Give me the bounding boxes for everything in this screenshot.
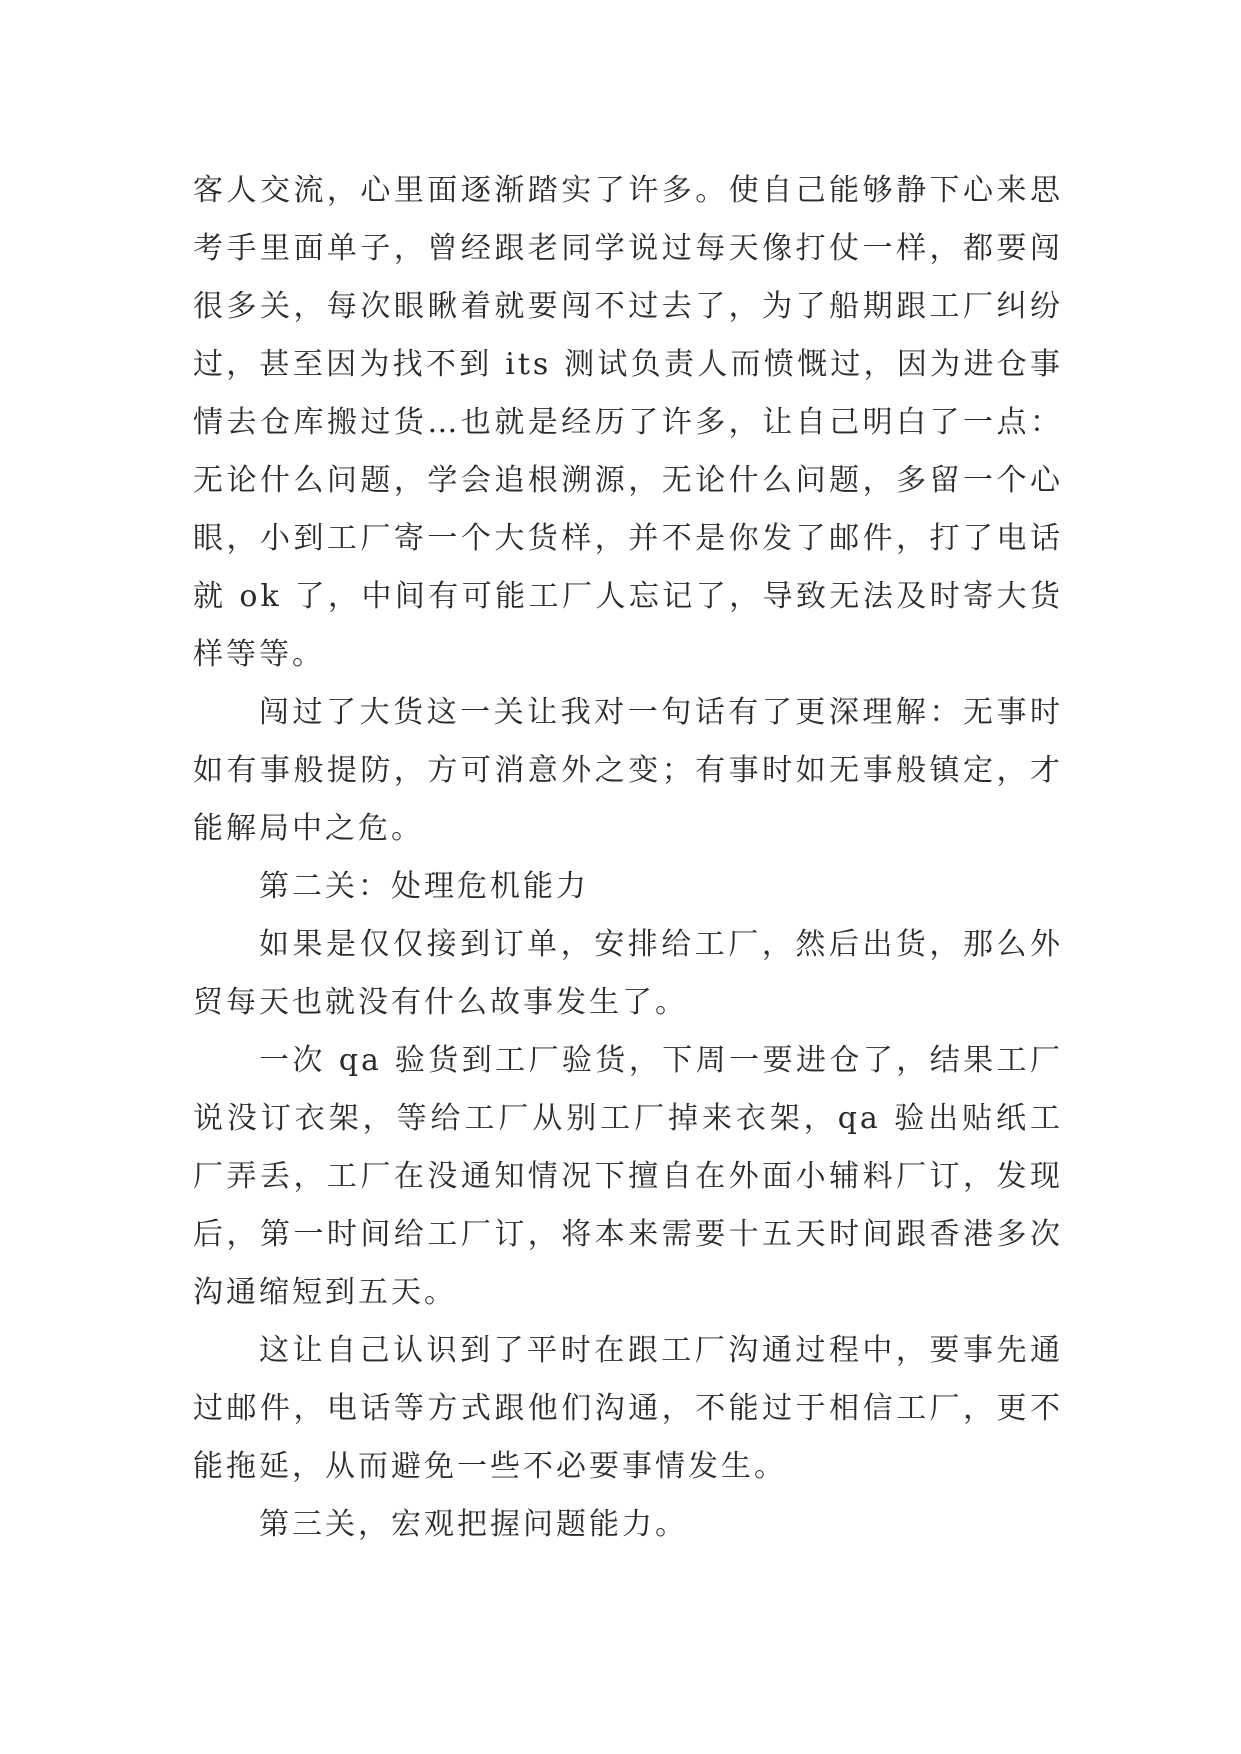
paragraph-example: 一次 qa 验货到工厂验货，下周一要进仓了，结果工厂说没订衣架，等给工厂从别工厂掉来衣架，qa 验出贴纸工厂弄丢，工厂在没通知情况下擅自在外面小辅料厂订，发现后，第一时间给工厂订，将本来需要十五天时间跟香港多次沟通缩短到五天。 (193, 1043, 1063, 1310)
paragraph-intro: 如果是仅仅接到订单，安排给工厂，然后出货，那么外贸每天也就没有什么故事发生了。 (193, 927, 1063, 1020)
paragraph-continued: 客人交流，心里面逐渐踏实了许多。使自己能够静下心来思考手里面单子，曾经跟老同学说过每天像打仗一样，都要闯很多关，每次眼瞅着就要闯不过去了，为了船期跟工厂纠纷过，甚至因为找不到 its 测试负责人而愤慨过，因为进仓事情去仓库搬过货…也就是经历了许多，让自己明白了一点：无论什么问题，学会追根溯源，无论什么问题，多留一个心眼，小到工厂寄一个大货样，并不是你发了邮件，打了电话就 ok 了，中间有可能工厂人忘记了，导致无法及时寄大货样等等。 (193, 173, 1063, 672)
paragraph-lesson: 闯过了大货这一关让我对一句话有了更深理解：无事时如有事般提防，方可消意外之变；有事时如无事般镇定，才能解局中之危。 (193, 695, 1063, 846)
document-body (193, 162, 1063, 1554)
paragraph-reflection: 这让自己认识到了平时在跟工厂沟通过程中，要事先通过邮件，电话等方式跟他们沟通，不能过于相信工厂，更不能拖延，从而避免一些不必要事情发生。 (193, 1333, 1063, 1484)
section-heading-third-level: 第三关，宏观把握问题能力。 (259, 1507, 688, 1542)
section-heading-second-level: 第二关：处理危机能力 (259, 869, 589, 904)
